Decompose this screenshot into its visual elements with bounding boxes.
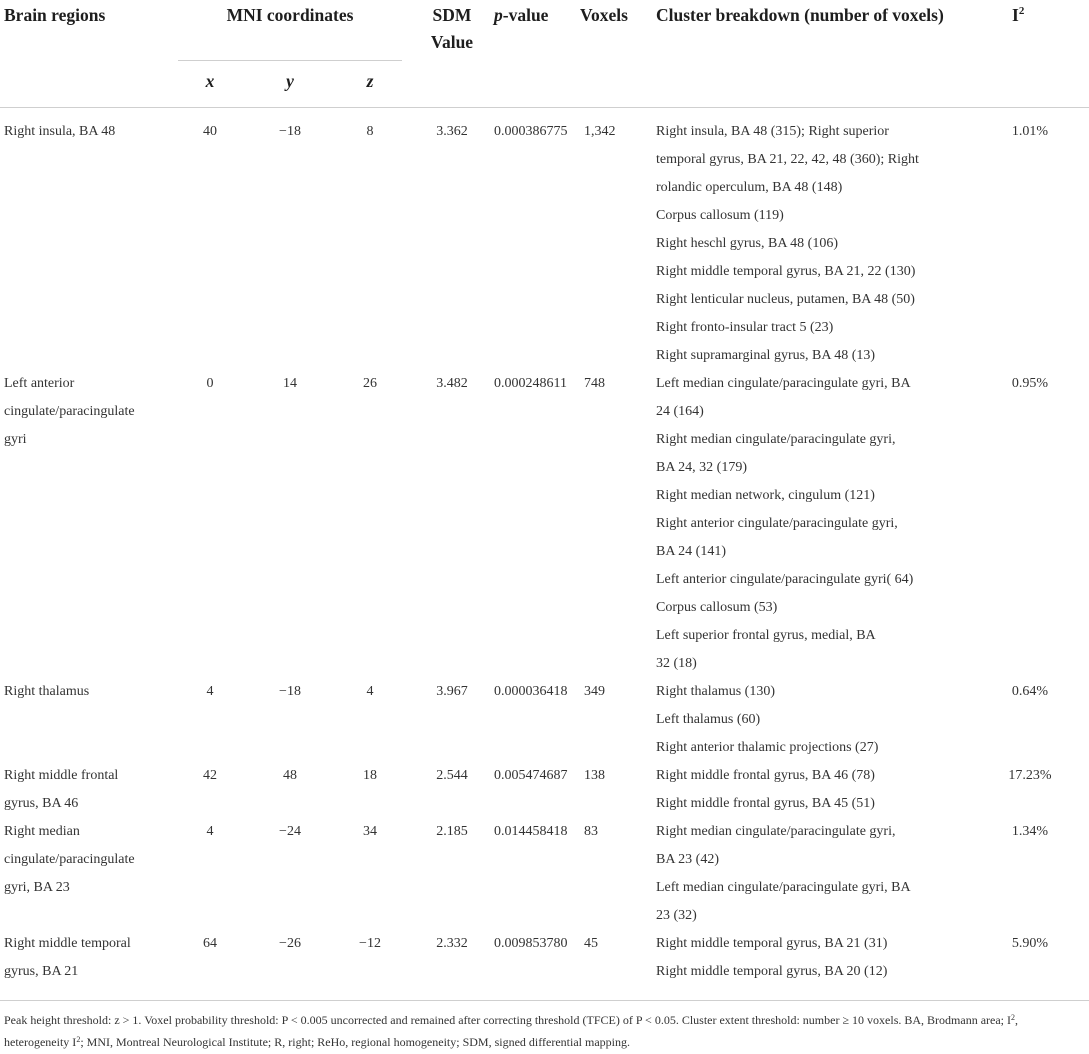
x-cell: 42 <box>203 768 217 783</box>
cluster-breakdown-line: BA 23 (42) <box>656 852 719 867</box>
cluster-breakdown-line: Right median cingulate/paracingulate gyri, <box>656 432 896 447</box>
cluster-breakdown-line: Right thalamus (130) <box>656 684 775 699</box>
header-mni-coordinates: MNI coordinates <box>226 5 354 25</box>
y-cell: −18 <box>279 124 301 139</box>
header-p-rest: -value <box>502 5 549 25</box>
cluster-breakdown-line: Left thalamus (60) <box>656 712 761 727</box>
i2-cell: 0.95% <box>1011 376 1049 391</box>
header-p-italic: p <box>494 5 503 25</box>
cluster-breakdown-line: Right median network, cingulum (121) <box>656 488 875 503</box>
footnote-part3: ; MNI, Montreal Neurological Institute; R, right; ReHo, regional homogeneity; SDM, signed differential mapping. <box>80 1035 630 1049</box>
y-cell: −18 <box>279 684 301 699</box>
voxels-cell: 1,342 <box>584 124 616 139</box>
z-cell: 8 <box>366 124 374 139</box>
voxels-cell: 349 <box>584 684 605 699</box>
cluster-breakdown-line: 24 (164) <box>656 404 704 419</box>
x-cell: 64 <box>203 936 217 951</box>
x-cell: 40 <box>203 124 217 139</box>
z-cell: 26 <box>363 376 377 391</box>
cluster-breakdown-line: 32 (18) <box>656 656 697 671</box>
cluster-breakdown-line: rolandic operculum, BA 48 (148) <box>656 180 843 195</box>
cluster-breakdown-line: Right middle temporal gyrus, BA 21, 22 (130) <box>656 264 916 279</box>
footnote-part1: Peak height threshold: z > 1. Voxel probability threshold: P < 0.005 uncorrected and remained after correcting threshold (TFCE) of P < 0.05. Cluster extent threshold: number ≥ 10 voxels. BA, Brodmann area; I <box>4 1013 1012 1027</box>
table-footnote <box>4 1010 1086 1054</box>
region-cell: gyrus, BA 46 <box>4 796 79 811</box>
cluster-breakdown-line: Right insula, BA 48 (315); Right superior <box>656 124 889 139</box>
region-cell: cingulate/paracingulate <box>4 404 135 419</box>
cluster-breakdown-line: Right fronto-insular tract 5 (23) <box>656 320 834 335</box>
cluster-breakdown-line: Corpus callosum (119) <box>656 208 784 223</box>
voxels-cell: 83 <box>584 824 598 839</box>
header-z: z <box>366 71 374 91</box>
y-cell: 48 <box>283 768 297 783</box>
x-cell: 0 <box>206 376 214 391</box>
cluster-breakdown-line: Right supramarginal gyrus, BA 48 (13) <box>656 348 876 363</box>
p-cell: 0.000248611 <box>494 376 567 391</box>
p-cell: 0.014458418 <box>494 824 568 839</box>
region-cell: gyrus, BA 21 <box>4 964 79 979</box>
region-cell: gyri, BA 23 <box>4 880 70 895</box>
cluster-breakdown-line: 23 (32) <box>656 908 697 923</box>
cluster-breakdown-line: Right middle temporal gyrus, BA 21 (31) <box>656 936 888 951</box>
sdm-cell: 2.544 <box>436 768 468 783</box>
cluster-breakdown-line: Corpus callosum (53) <box>656 600 778 615</box>
cluster-breakdown-line: Left anterior cingulate/paracingulate gyri( 64) <box>656 572 914 587</box>
mni-underline <box>178 60 402 61</box>
z-cell: −12 <box>359 936 381 951</box>
sdm-cell: 3.482 <box>436 376 468 391</box>
footnote-sup2: 2 <box>76 1035 81 1044</box>
z-cell: 4 <box>366 684 374 699</box>
cluster-breakdown-line: temporal gyrus, BA 21, 22, 42, 48 (360); Right <box>656 152 919 167</box>
header-sdm-value: SDM Value <box>430 5 474 52</box>
header-x: x <box>205 71 215 91</box>
i2-cell: 5.90% <box>1011 936 1049 951</box>
header-cluster-breakdown: Cluster breakdown (number of voxels) <box>656 5 944 25</box>
sdm-cell: 3.362 <box>436 124 468 139</box>
region-cell: Right thalamus <box>4 684 90 699</box>
cluster-breakdown-line: BA 24 (141) <box>656 544 726 559</box>
cluster-breakdown-line: Left superior frontal gyrus, medial, BA <box>656 628 876 643</box>
sdm-cell: 3.967 <box>436 684 468 699</box>
cluster-breakdown-line: Right middle frontal gyrus, BA 45 (51) <box>656 796 875 811</box>
header-i2-sup: 2 <box>1018 5 1025 17</box>
cluster-breakdown-line: Right lenticular nucleus, putamen, BA 48 (50) <box>656 292 915 307</box>
p-cell: 0.000386775 <box>494 124 568 139</box>
i2-cell: 17.23% <box>1008 768 1052 783</box>
cluster-breakdown-line: Right anterior thalamic projections (27) <box>656 740 879 755</box>
i2-cell: 1.34% <box>1011 824 1049 839</box>
region-cell: Right middle frontal <box>4 768 119 783</box>
header-i2 <box>1012 2 1024 32</box>
region-cell: Right median <box>4 824 80 839</box>
p-cell: 0.009853780 <box>494 936 568 951</box>
cluster-breakdown-line: Right heschl gyrus, BA 48 (106) <box>656 236 838 251</box>
cluster-breakdown-line: Left median cingulate/paracingulate gyri, BA <box>656 376 911 391</box>
footnote-part2: , heterogeneity I <box>4 1013 1019 1049</box>
z-cell: 34 <box>363 824 377 839</box>
x-cell: 4 <box>206 684 214 699</box>
sdm-cell: 2.185 <box>436 824 468 839</box>
voxels-cell: 45 <box>584 936 598 951</box>
y-cell: −26 <box>279 936 301 951</box>
region-cell: cingulate/paracingulate <box>4 852 135 867</box>
region-cell: Left anterior <box>4 376 75 391</box>
i2-cell: 0.64% <box>1011 684 1049 699</box>
header-i2-base: I <box>1012 5 1019 25</box>
header-y: y <box>286 71 294 91</box>
y-cell: 14 <box>283 376 297 391</box>
y-cell: −24 <box>279 824 301 839</box>
header-voxels: Voxels <box>580 5 628 25</box>
cluster-breakdown-line: Right anterior cingulate/paracingulate gyri, <box>656 516 898 531</box>
sdm-cell: 2.332 <box>436 936 468 951</box>
cluster-breakdown-line: Left median cingulate/paracingulate gyri, BA <box>656 880 911 895</box>
region-cell: Right middle temporal <box>4 936 131 951</box>
region-cell: Right insula, BA 48 <box>4 124 116 139</box>
voxels-cell: 748 <box>584 376 605 391</box>
p-cell: 0.005474687 <box>494 768 568 783</box>
header-bottom-rule <box>0 107 1089 108</box>
cluster-breakdown-line: BA 24, 32 (179) <box>656 460 747 475</box>
i2-cell: 1.01% <box>1011 124 1049 139</box>
header-brain-regions: Brain regions <box>4 5 106 25</box>
footnote-sup: 2 <box>1011 1013 1016 1022</box>
x-cell: 4 <box>206 824 214 839</box>
region-cell: gyri <box>4 432 27 447</box>
header-p-value <box>494 2 548 29</box>
table-bottom-rule <box>0 1000 1089 1001</box>
cluster-breakdown-line: Right median cingulate/paracingulate gyri, <box>656 824 896 839</box>
cluster-breakdown-line: Right middle temporal gyrus, BA 20 (12) <box>656 964 888 979</box>
z-cell: 18 <box>363 768 377 783</box>
cluster-breakdown-line: Right middle frontal gyrus, BA 46 (78) <box>656 768 875 783</box>
p-cell: 0.000036418 <box>494 684 568 699</box>
voxels-cell: 138 <box>584 768 605 783</box>
